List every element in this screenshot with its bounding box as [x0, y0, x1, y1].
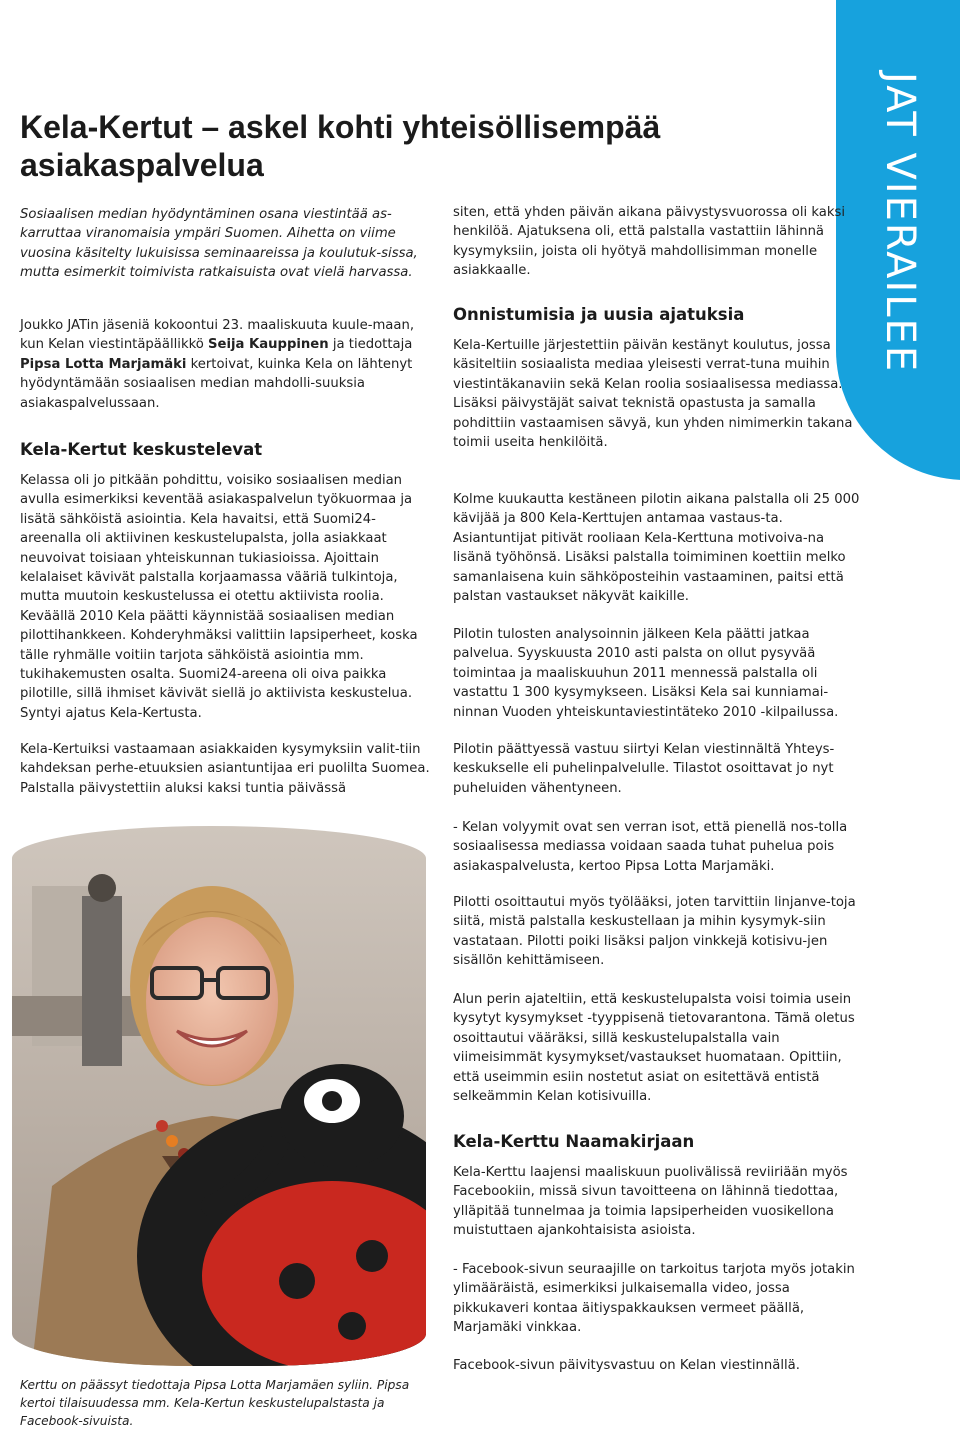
- intro-name-1: Seija Kauppinen: [208, 337, 329, 353]
- section-tab-label: JAT VIERAILEE: [877, 72, 923, 374]
- right-paragraph-8: Alun perin ajateltiin, että keskustelupalsta voisi toimia usein kysytyt kysymykset -tyyppisenä tietovarantona. Tämä oletus osoittautui vääräksi, sillä keskustelupalstalla vain viimeisimmät kysymykset/vastaukset huomataan. Opittiin, että useimmin esiin nostetut asiat on esitettävä entistä selkeämmin Kelan kotisivuilla.: [453, 992, 855, 1105]
- intro-part-3: kertoivat, kuinka Kela on lähtenyt hyödyntämään sosiaalisen median mahdolli-suuksia asiakaspalvelussaan.: [20, 356, 413, 411]
- intro-part-2: ja tiedottaja: [328, 337, 413, 353]
- right-paragraph-2: Kela-Kertuille järjestettiin päivän kestänyt koulutus, jossa käsiteltiin sosiaalista mediaa yleisesti verrat-tuna muihin viestintäkanaviin sekä Kelan roolia sosiaalisessa mediassa. Lisäksi päivystäjät saivat teknistä opastusta ja samalla pohdittiin vastaamisen sävyä, kun yhden nimimerkin takana toimii useita henkilöitä.: [453, 338, 853, 451]
- right-paragraph-7: Pilotti osoittautui myös työlääksi, joten tarvittiin linjanve-toja siitä, mistä palstalla keskustellaan ja mihin kysymyk-siin vastataan. Pilotti poiki lisäksi paljon vinkkejä kotisivu-jen sisällön kehittämiseen.: [453, 895, 856, 969]
- intro-part-1: Joukko JATin jäseniä kokoontui 23. maaliskuuta kuule-maan, kun Kelan viestintäpäällikkö: [20, 318, 415, 353]
- left-paragraph-2: Kela-Kertuiksi vastaamaan asiakkaiden kysymyksiin valit-tiin kahdeksan perhe-etuuksien asiantuntijaa eri puolilta Suomea. Palstalla päivystettiin aluksi kaksi tuntia päivässä: [20, 742, 430, 796]
- intro-paragraph: [20, 316, 430, 413]
- heading-naamakirjaan: Kela-Kerttu Naamakirjaan: [453, 1132, 695, 1151]
- right-paragraph-10: - Facebook-sivun seuraajille on tarkoitus tarjota myös jotakin ylimääräistä, esimerkiksi julkaisemalla video, jossa pikkukaveri kontaa äitiyspakkauksen vermeet päällä, Marjamäki vinkkaa.: [453, 1262, 855, 1336]
- photo-caption: Kerttu on päässyt tiedottaja Pipsa Lotta Marjamäen syliin. Pipsa kertoi tilaisuudessa mm. Kela-Kertun keskustelupalstasta ja Facebook-sivuista.: [20, 1378, 410, 1428]
- right-paragraph-6: - Kelan volyymit ovat sen verran isot, että pienellä nos-tolla sosiaalisessa mediassa voidaan saada tuhat puhelua pois asiakaspalvelusta, kertoo Pipsa Lotta Marjamäki.: [453, 820, 848, 874]
- left-paragraph-1: Kelassa oli jo pitkään pohdittu, voisiko sosiaalisen median avulla esimerkiksi keventää asiakaspalvelun työkuormaa ja lisätä sähköistä asiointia. Kela havaitsi, että Suomi24-areenalla oli aktiivinen keskustelupalsta, jolla asiakkaat neuvoivat toisiaan yhteiskunnan tukiasioissa. Ajoittain kelalaiset kävivät palstalla korjaamassa vääriä tulkintoja, mutta muutoin keskustelussa ei otettu aktiivista roolia. Keväällä 2010 Kela päätti käynnistää sosiaalisen median pilottihankkeen. Kohderyhmäksi valittiin lapsiperheet, koska tälle ryhmälle voitiin tarjota sähköistä asiointia mm. tukihakemusten osalta. Suomi24-areena oli oiva paikka pilotille, sillä ihmiset kävivät siellä jo aktiivista keskustelua. Syntyi ajatus Kela-Kertusta.: [20, 473, 418, 721]
- ingress: Sosiaalisen median hyödyntäminen osana viestintää as-karruttaa viranomaisia ympäri Suomen. Aihetta on viime vuosina käsitelty lukuisissa seminaareissa ja koulutuk-sissa, mutta esimerkit toimivista ratkaisuista ovat vielä harvassa.: [20, 207, 418, 281]
- right-paragraph-9: Kela-Kerttu laajensi maaliskuun puolivälissä reviiriään myös Facebookiin, missä sivun tavoitteena on lähinnä tiedottaa, ylläpitää tunnelmaa ja toimia lapsiperheiden vuosikellona muistuttaen ajankohtaisista asioista.: [453, 1165, 848, 1239]
- right-paragraph-4: Pilotin tulosten analysoinnin jälkeen Kela päätti jatkaa palvelua. Syyskuusta 2010 asti palsta on ollut pysyvää toimintaa ja maaliskuuhun 2011 mennessä palstalla oli vastattu 1 300 kysymykseen. Lisäksi Kela sai kunniamai-ninnan Vuoden yhteiskuntaviestintäteko 2010 -kilpailussa.: [453, 627, 839, 720]
- heading-kela-kertut-keskustelevat: Kela-Kertut keskustelevat: [20, 440, 263, 459]
- photo-illustration: [12, 826, 426, 1366]
- intro-name-2: Pipsa Lotta Marjamäki: [20, 356, 187, 372]
- article-title: Kela-Kertut – askel kohti yhteisöllisempää asiakaspalvelua: [20, 109, 661, 183]
- right-paragraph-3: Kolme kuukautta kestäneen pilotin aikana palstalla oli 25 000 kävijää ja 800 Kela-Kerttujen antamaa vastaus-ta. Asiantuntijat pitivät rooliaan Kela-Kerttuna motivoiva-na lisänä työhönsä. Lisäksi palstalla toimiminen koettiin melko samanlaisena kuin sähköposteihin vastaaminen, paitsi että palstan vastaukset näkyvät kaikille.: [453, 492, 860, 605]
- right-paragraph-5: Pilotin päättyessä vastuu siirtyi Kelan viestinnältä Yhteys-keskukselle eli puhelinpalvelulle. Tilastot osoittavat jo nyt puheluiden vähentyneen.: [453, 742, 835, 796]
- heading-onnistumisia: Onnistumisia ja uusia ajatuksia: [453, 305, 745, 324]
- right-paragraph-1: siten, että yhden päivän aikana päivystysvuorossa oli kaksi henkilöä. Ajatuksena oli, että palstalla vastattiin lähinnä kysymyksiin, joista oli hyötyä mahdollisimman monelle asiakkaalle.: [453, 205, 846, 279]
- right-paragraph-11: Facebook-sivun päivitysvastuu on Kelan viestinnällä.: [453, 1358, 800, 1373]
- photo-woman-with-ladybug: [12, 826, 426, 1366]
